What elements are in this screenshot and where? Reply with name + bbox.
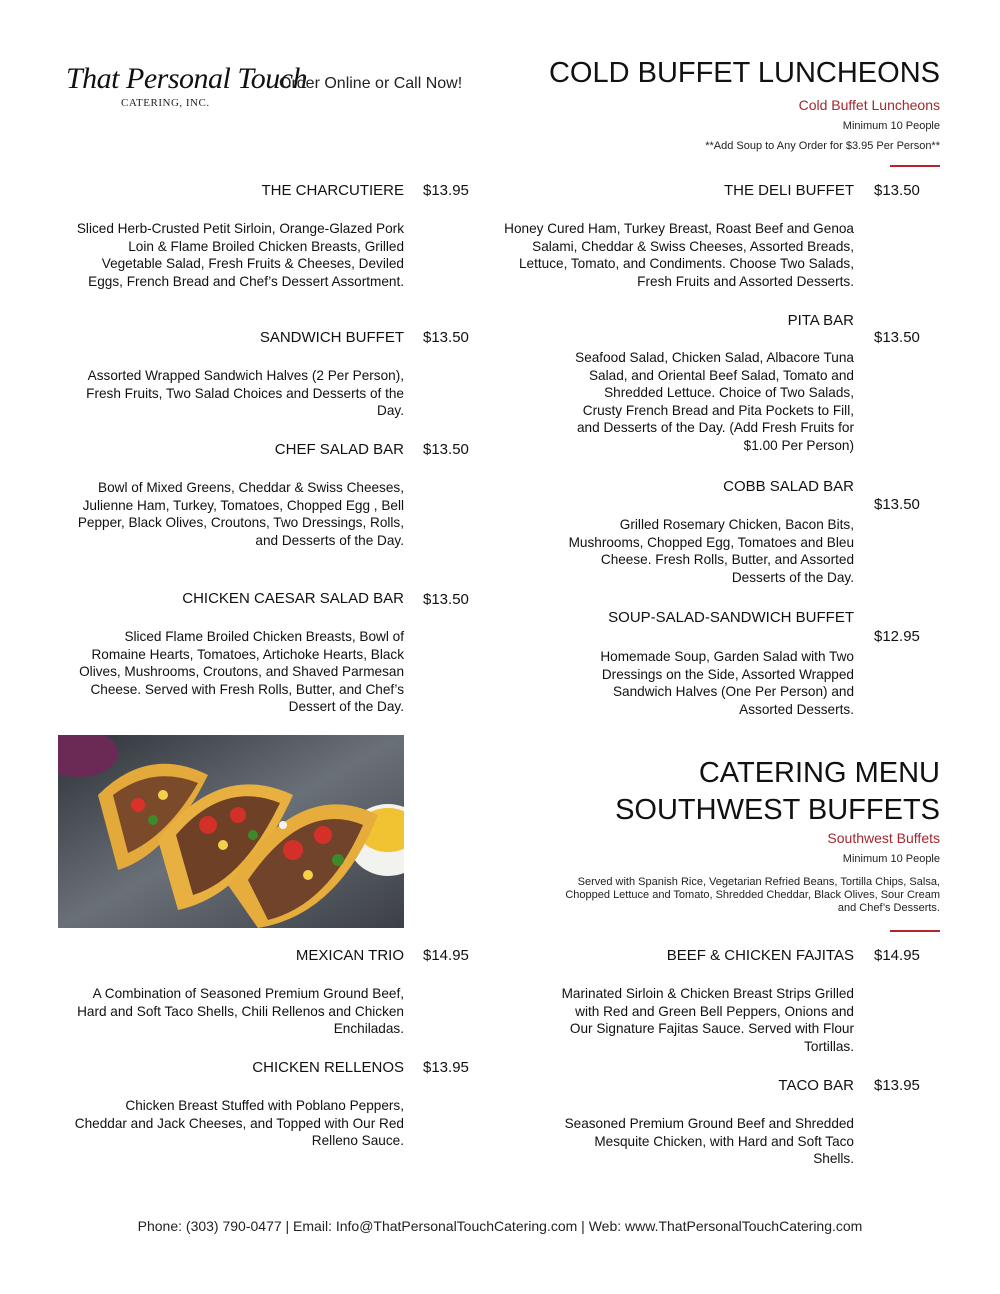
item-name: BEEF & CHICKEN FAJITAS xyxy=(666,947,854,964)
item-price: $13.50 xyxy=(423,591,469,608)
item-price: $14.95 xyxy=(423,947,469,964)
southwest-note-line1: Served with Spanish Rice, Vegetarian Refried Beans, Tortilla Chips, Salsa, xyxy=(577,876,940,888)
item-description: A Combination of Seasoned Premium Ground Beef, Hard and Soft Taco Shells, Chili Rellenos and Chicken Enchiladas. xyxy=(77,986,404,1037)
item-price: $14.95 xyxy=(874,947,920,964)
logo-title: That Personal Touch xyxy=(66,62,308,95)
item-name: THE CHARCUTIERE xyxy=(261,182,404,199)
logo-subtitle: CATERING, INC. xyxy=(121,97,210,109)
southwest-title-line1: CATERING MENU xyxy=(698,757,940,789)
southwest-title-line2: SOUTHWEST BUFFETS xyxy=(615,794,940,826)
item-description: Sliced Flame Broiled Chicken Breasts, Bowl of Romaine Hearts, Tomatoes, Artichoke Hearts, Black Olives, Mushrooms, Croutons, and Shaved Parmesan Cheese. Served with Fresh Rolls, Butter, and Chef’s Dessert of the Day. xyxy=(79,629,404,715)
item-name: COBB SALAD BAR xyxy=(723,478,854,495)
item-name: SANDWICH BUFFET xyxy=(259,329,404,346)
cold-buffet-title: COLD BUFFET LUNCHEONS xyxy=(548,57,940,89)
item-description: Bowl of Mixed Greens, Cheddar & Swiss Cheeses, Julienne Ham, Turkey, Tomatoes, Chopped Egg , Bell Pepper, Black Olives, Croutons, Two Dressings, Rolls, and Desserts of the Day. xyxy=(77,480,404,548)
item-price: $12.95 xyxy=(874,628,920,645)
item-name: CHICKEN RELLENOS xyxy=(252,1059,404,1076)
cold-buffet-subtitle: Cold Buffet Luncheons xyxy=(798,97,940,113)
southwest-subtitle: Southwest Buffets xyxy=(827,830,940,846)
cold-buffet-minimum: Minimum 10 People xyxy=(842,120,940,132)
order-cta: Order Online or Call Now! xyxy=(279,75,463,92)
item-description: Seafood Salad, Chicken Salad, Albacore Tuna Salad, and Oriental Beef Salad, Tomato and Shredded Lettuce. Choice of Two Salads, Crusty French Bread and Pita Pockets to Fill, and Desserts of the Day. (Add Fresh Fruits for $1.00 Per Person) xyxy=(575,350,854,453)
item-description: Assorted Wrapped Sandwich Halves (2 Per Person), Fresh Fruits, Two Salad Choices and Desserts of the Day. xyxy=(86,368,404,419)
item-description: Marinated Sirloin & Chicken Breast Strips Grilled with Red and Green Bell Peppers, Onions and Our Signature Fajitas Sauce. Served with Flour Tortillas. xyxy=(561,986,854,1054)
item-description: Homemade Soup, Garden Salad with Two Dressings on the Side, Assorted Wrapped Sandwich Halves (One Per Person) and Assorted Desserts. xyxy=(600,649,854,717)
item-description: Chicken Breast Stuffed with Poblano Peppers, Cheddar and Jack Cheeses, and Topped with Our Red Relleno Sauce. xyxy=(74,1098,404,1149)
tacos-photo xyxy=(58,735,404,928)
item-price: $13.95 xyxy=(423,1059,469,1076)
item-description: Seasoned Premium Ground Beef and Shredded Mesquite Chicken, with Hard and Soft Taco Shells. xyxy=(564,1116,854,1167)
item-name: MEXICAN TRIO xyxy=(295,947,404,964)
section-divider xyxy=(890,165,940,167)
item-price: $13.50 xyxy=(874,182,920,199)
southwest-note-line2: Chopped Lettuce and Tomato, Shredded Cheddar, Black Olives, Sour Cream xyxy=(565,889,940,901)
cold-buffet-note: **Add Soup to Any Order for $3.95 Per Person** xyxy=(705,140,940,152)
item-price: $13.50 xyxy=(423,329,469,346)
item-name: SOUP-SALAD-SANDWICH BUFFET xyxy=(608,609,854,626)
southwest-minimum: Minimum 10 People xyxy=(842,853,940,865)
item-name: TACO BAR xyxy=(778,1077,854,1094)
southwest-note-line3: and Chef’s Desserts. xyxy=(837,902,940,914)
item-name: PITA BAR xyxy=(787,312,854,329)
footer-contact: Phone: (303) 790-0477 | Email: Info@ThatPersonalTouchCatering.com | Web: www.ThatPersonalTouchCatering.com xyxy=(137,1218,863,1234)
item-price: $13.50 xyxy=(874,496,920,513)
item-name: THE DELI BUFFET xyxy=(723,182,854,199)
item-name: CHEF SALAD BAR xyxy=(274,441,404,458)
section-divider xyxy=(890,930,940,932)
item-price: $13.50 xyxy=(874,329,920,346)
item-description: Grilled Rosemary Chicken, Bacon Bits, Mushrooms, Chopped Egg, Tomatoes and Bleu Cheese. Fresh Rolls, Butter, and Assorted Desserts of the Day. xyxy=(568,517,854,585)
item-name: CHICKEN CAESAR SALAD BAR xyxy=(182,590,404,607)
item-price: $13.95 xyxy=(423,182,469,199)
item-description: Honey Cured Ham, Turkey Breast, Roast Beef and Genoa Salami, Cheddar & Swiss Cheeses, Assorted Breads, Lettuce, Tomato, and Condiments. Choose Two Salads, Fresh Fruits and Assorted Desserts. xyxy=(504,221,854,289)
item-description: Sliced Herb-Crusted Petit Sirloin, Orange-Glazed Pork Loin & Flame Broiled Chicken Breasts, Grilled Vegetable Salad, Fresh Fruits & Cheeses, Deviled Eggs, French Bread and Chef’s Dessert Assortment. xyxy=(76,221,404,289)
item-price: $13.95 xyxy=(874,1077,920,1094)
item-price: $13.50 xyxy=(423,441,469,458)
